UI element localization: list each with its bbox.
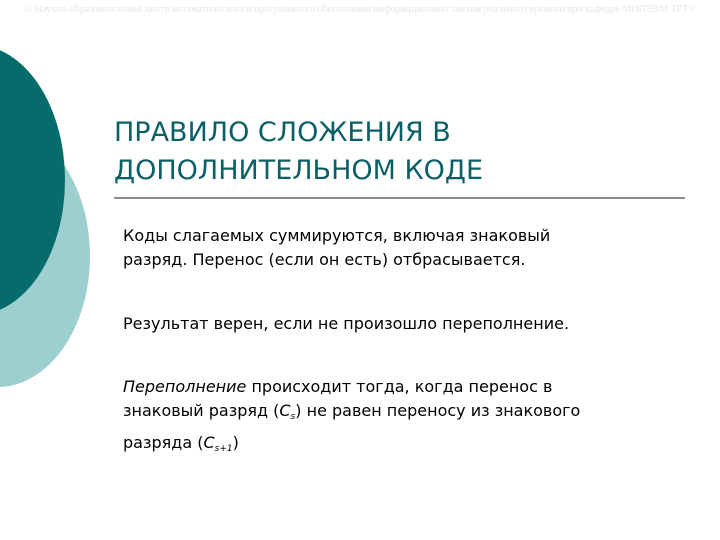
slide-title-line-1: ПРАВИЛО СЛОЖЕНИЯ В: [114, 117, 451, 148]
paragraph-2-text: Результат верен, если не произошло переполнение.: [123, 314, 570, 333]
paragraph-3-line-3-after: ): [232, 433, 239, 452]
title-divider: [114, 197, 685, 199]
slide-title: [114, 114, 674, 190]
paragraph-3-line-1-rest: происходит тогда, когда перенос в: [246, 377, 553, 396]
paragraph-result-validity: [123, 312, 683, 336]
carry-subscript-s1: s+1: [214, 444, 233, 454]
paragraph-addition-rule: [123, 224, 683, 272]
paragraph-3-line-3-before: разряда (: [123, 433, 204, 452]
paragraph-3-line-2-before: знаковый разряд (: [123, 401, 280, 420]
paragraph-3-line-2-after: ) не равен переносу из знакового: [295, 401, 581, 420]
overflow-term: Переполнение: [123, 377, 247, 396]
watermark-text: © Научно-образовательный центр математического и программного обеспечения информационных систем реального времени при кафедре МОПЭВМ ТРТУ: [24, 4, 696, 15]
paragraph-1-line-1: Коды слагаемых суммируются, включая знаковый: [123, 226, 551, 245]
paragraph-overflow-definition: [123, 375, 683, 461]
paragraph-3-line-3: [123, 431, 683, 461]
carry-variable-cs1: C: [203, 433, 215, 452]
carry-variable-cs: C: [279, 401, 291, 420]
paragraph-1-line-2: разряд. Перенос (если он есть) отбрасывается.: [123, 250, 526, 269]
carry-subscript-s: s: [290, 412, 296, 422]
slide-title-line-2: ДОПОЛНИТЕЛЬНОМ КОДЕ: [114, 155, 484, 186]
